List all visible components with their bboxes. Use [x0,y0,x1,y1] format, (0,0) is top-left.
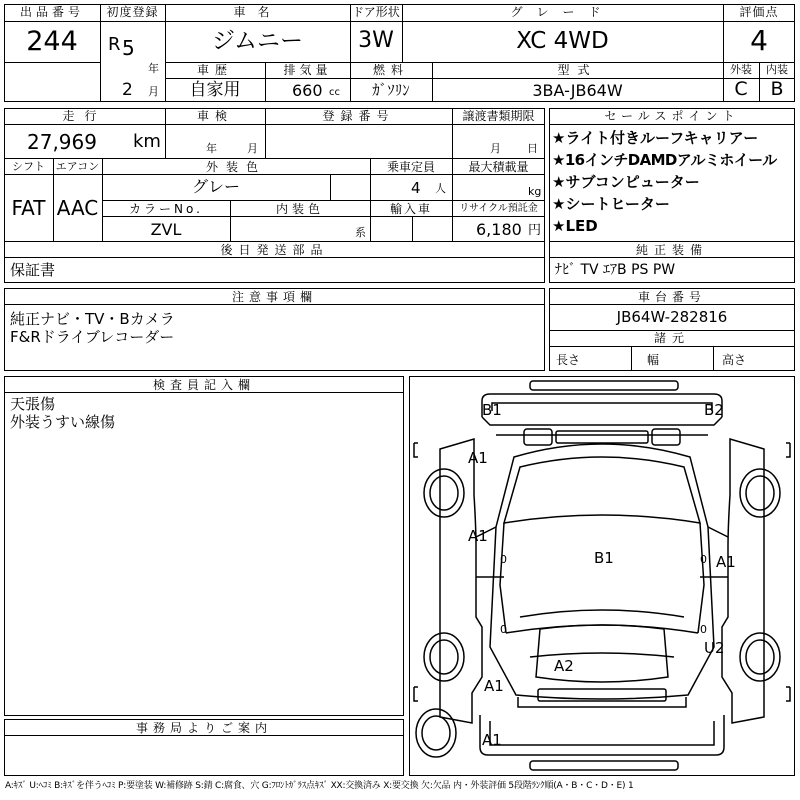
recycle-fee-unit: 円 [528,223,542,238]
shift: FAT [11,196,46,220]
zero-mark: 0 [500,623,507,636]
displacement-label: 排気量 [283,63,332,77]
interior-color-label: 内装色 [275,202,324,216]
score: 4 [750,24,768,57]
inspection-year-unit: 年 [206,142,217,155]
sales-points-label: セールスポイント [604,109,740,123]
era: R [108,34,121,55]
after-parts: 保証書 [10,261,56,279]
office-label: 事務局よりご案内 [135,721,272,735]
sales-point-item: ★シートヒーター [552,195,670,213]
transfer-deadline-label: 譲渡書類期限 [462,109,535,123]
height-label: 高さ [722,353,747,367]
lot-number: 244 [26,26,78,57]
zero-mark: 0 [500,553,507,566]
month-unit: 月 [148,85,159,98]
genuine-equipment: ﾅﾋﾞ TV ｴｱB PS PW [555,262,676,278]
zero-mark: 0 [700,623,707,636]
history: 自家用 [189,80,241,100]
damage-mark-front-right: B2 [704,401,724,419]
color: グレー [191,177,240,196]
genuine-equipment-label: 純正装備 [635,243,708,257]
notes-line: 純正ナビ・TV・Bカメラ [10,310,175,328]
chassis-label: 車台番号 [637,290,706,304]
capacity: 4 [411,179,421,197]
car-outline [410,377,794,775]
color-label: 外装色 [205,160,266,174]
exterior-score: C [734,78,748,100]
mileage-unit: km [133,131,161,152]
lot-number-label: 出品番号 [19,5,84,19]
mileage: 27,969 [27,130,97,154]
inspection-label: 車検 [196,109,233,123]
displacement-unit: cc [329,87,340,98]
damage-mark-rear-window: A2 [554,657,574,675]
car-diagram [409,376,795,776]
aircon-label: エアコン [55,160,100,173]
exterior-label: 外装 [730,63,752,76]
damage-mark-left-fender: A1 [468,449,488,467]
chassis-number: JB64W-282816 [616,308,728,326]
damage-mark-right-rear: U2 [704,639,725,657]
recycle-fee-label: リサイクル預託金 [459,203,538,214]
interior-label: 内装 [766,63,788,76]
dimensions-label: 諸元 [653,331,690,345]
length-label: 長さ [556,353,581,367]
car-name: ジムニー [211,28,304,54]
damage-mark-front-left: B1 [482,401,502,419]
transfer-day-unit: 日 [527,142,538,155]
transfer-month-unit: 月 [490,142,501,155]
color-number: ZVL [150,220,182,239]
registration-number-label: 登録番号 [322,109,395,123]
inspector-line: 外装うすい線傷 [10,413,116,431]
grade-label: グレード [510,5,615,19]
inspection-month-unit: 月 [247,142,258,155]
model-label: 型式 [557,63,598,77]
sales-point-item: ★サブコンピューター [552,173,700,191]
registration-year: 5 [122,36,135,60]
inspector-line: 天張傷 [10,395,56,413]
displacement: 660 [292,81,323,100]
zero-mark: 0 [700,553,707,566]
sales-point-item: ★LED [552,217,598,235]
capacity-unit: 人 [435,182,446,195]
door-type: 3W [358,28,394,53]
door-label: ドア形状 [352,5,400,19]
import-label: 輸入車 [389,202,432,216]
mileage-label: 走行 [62,109,107,123]
fuel-label: 燃料 [372,63,409,77]
damage-mark-right-door: A1 [716,553,736,571]
inspector-label: 検査員記入欄 [152,378,255,392]
car-name-label: 車名 [233,5,282,19]
interior-color-unit: 系 [355,226,366,239]
aircon: AAC [56,196,99,220]
legend: A:ｷｽﾞ U:ﾍｺﾐ B:ｷｽﾞを伴うﾍｺﾐ P:要塗装 W:補修跡 S:錆 C:腐食、穴 G:ﾌﾛﾝﾄｶﾞﾗｽ点ｷｽﾞ XX:交換済み X:要交換 欠:欠品 内・外装評価 5段階ﾗﾝｸ順(A・B・C・D・E) 1 [5,781,634,791]
max-load-label: 最大積載量 [468,160,529,174]
shift-label: シフト [12,160,45,173]
year-unit: 年 [148,62,159,75]
notes-label: 注意事項欄 [231,290,317,304]
damage-mark-roof: B1 [594,549,614,567]
score-label: 評価点 [739,5,779,19]
sales-point-item: ★ライト付きルーフキャリアー [552,129,759,147]
width-label: 幅 [647,353,660,367]
recycle-fee: 6,180 [476,220,522,239]
color-number-label: カラーNo. [129,202,203,216]
capacity-label: 乗車定員 [386,160,435,174]
fuel: ｶﾞｿﾘﾝ [372,81,410,99]
interior-score: B [770,78,784,100]
after-parts-label: 後日発送部品 [220,243,329,257]
first-registration-label: 初度登録 [106,5,159,19]
history-label: 車歴 [196,63,233,77]
max-load-unit: kg [528,185,542,198]
sales-point-item: ★16インチDAMDアルミホイール [552,151,777,169]
model: 3BA-JB64W [532,81,623,100]
notes-line: F&Rドライブレコーダー [10,328,175,346]
grade: XC 4WD [516,28,609,54]
damage-mark-rear-bumper: A1 [482,731,502,749]
registration-month: 2 [122,80,133,100]
damage-mark-left-rear: A1 [484,677,504,695]
damage-mark-left-door: A1 [468,527,488,545]
